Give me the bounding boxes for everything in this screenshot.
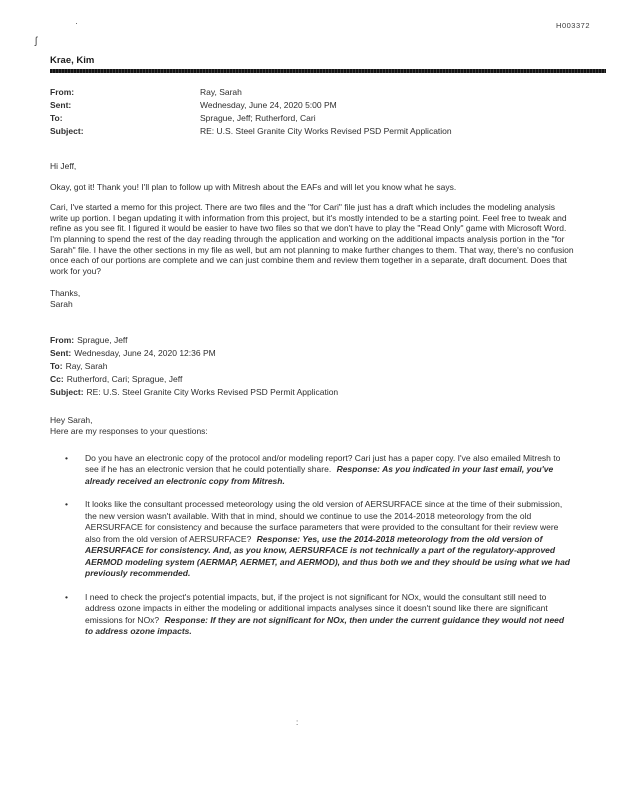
original-email-headers: [50, 334, 574, 399]
signature-name: Sarah: [50, 298, 73, 309]
orig-cc-label: Cc:: [50, 373, 64, 384]
scan-artifact-colon: :: [296, 718, 299, 727]
header-row-sent: [50, 99, 574, 112]
reply-paragraph-2: Cari, I've started a memo for this project. There are two files and the "for Cari" file just has a draft which includes the modeling analysis write up portion. I began updating it with information from this project, but it's mostly intended to be a starting point. Feel free to tweak and refine as you see fit. I figured it would be easier to have two files so that we don't have to play the "Read Only" game with Microsoft Word. I'm planning to spend the rest of the day reading through the application and working on the additional impacts analysis portion in the "for Sarah" file. I have the other sections in my file as well, but am not planning to make further changes to them. That way, there's no confusion once each of our portions are complete and we can just combine them and review them together in a separate, draft document. Does that work for you?: [50, 202, 574, 276]
email-printout-content: [50, 56, 574, 650]
sent-value: Wednesday, June 24, 2020 5:00 PM: [200, 100, 337, 110]
reply-email-headers: [50, 86, 574, 138]
question-text: I need to check the project's potential impacts, but, if the project is not significant for NOx, would the consultant still need to address ozone impacts in either the modeling or additional impacts analyses since it doesn't sound like there are significant emissions for NOx?: [85, 591, 548, 625]
qa-bullet-item: [50, 592, 574, 638]
header-row-from: [50, 86, 574, 99]
original-email-body: [50, 415, 574, 638]
subject-label: Subject:: [50, 126, 84, 136]
qa-bullet-item: [50, 499, 574, 580]
subject-value: RE: U.S. Steel Granite City Works Revised PSD Permit Application: [200, 126, 452, 136]
qa-bullet-item: [50, 453, 574, 488]
qa-bullet-list: [50, 453, 574, 638]
orig-header-cc: [50, 373, 574, 386]
bullet-icon: •: [65, 452, 68, 463]
orig-from-label: From:: [50, 334, 75, 345]
header-row-subject: [50, 125, 574, 138]
orig-intro-line: Here are my responses to your questions:: [50, 426, 208, 437]
sent-label: Sent:: [50, 100, 72, 110]
orig-header-subject: [50, 386, 574, 399]
orig-sent-label: Sent:: [50, 347, 72, 358]
reply-paragraph-1: Okay, got it! Thank you! I'll plan to follow up with Mitresh about the EAFs and will let you know what he says.: [50, 181, 457, 192]
orig-subject-value: RE: U.S. Steel Granite City Works Revised PSD Permit Application: [86, 386, 339, 397]
orig-to-label: To:: [50, 360, 63, 371]
mailbox-owner-name: Krae, Kim: [50, 55, 95, 66]
reply-closing: [50, 288, 574, 309]
header-row-to: [50, 112, 574, 125]
closing-word: Thanks,: [50, 288, 81, 299]
from-value: Ray, Sarah: [200, 87, 242, 97]
orig-header-from: [50, 334, 574, 347]
bates-number: H003372: [556, 21, 590, 30]
to-value: Sprague, Jeff; Rutherford, Cari: [200, 113, 316, 123]
to-label: To:: [50, 113, 63, 123]
orig-greeting: Hey Sarah,: [50, 414, 93, 425]
orig-header-sent: [50, 347, 574, 360]
reply-email-body: [50, 161, 574, 310]
bullet-icon: •: [65, 499, 68, 510]
orig-subject-label: Subject:: [50, 386, 84, 397]
from-label: From:: [50, 87, 75, 97]
orig-header-to: [50, 360, 574, 373]
scan-artifact-dot: ·: [75, 18, 78, 28]
orig-from-value: Sprague, Jeff: [77, 334, 128, 345]
question-text: It looks like the consultant processed meteorology using the old version of AERSURFACE since at the time of their submission, the new version wasn't available. With that in mind, should we continue to use the 2014-2018 meteorology from the old AERSURFACE for consistency and because the surface parameters that were provided to the consultant for their review were also from the old version of AERSURFACE?: [85, 499, 563, 544]
question-text: Do you have an electronic copy of the protocol and/or modeling report? Cari just has a paper copy. I've also emailed Mitresh to see if he has an electronic version that he could potentially share.: [85, 452, 561, 475]
bullet-icon: •: [65, 591, 68, 602]
response-text: Response: Yes, use the 2014-2018 meteorology from the old version of AERSURFACE for consistency. And, as you know, AERSURFACE is not technically a part of the regulatory-approved AERMOD modeling system (AERMAP, AERMET, and AERMOD), and thus both we and they should be using what we had previously recommended.: [85, 533, 571, 579]
scan-artifact-mark: ʃ: [35, 36, 38, 47]
response-text: Response: As you indicated in your last email, you've already received an electronic copy from Mitresh.: [85, 464, 554, 486]
reply-greeting: Hi Jeff,: [50, 161, 77, 171]
orig-sent-value: Wednesday, June 24, 2020 12:36 PM: [74, 347, 216, 358]
orig-to-value: Ray, Sarah: [65, 360, 108, 371]
orig-cc-value: Rutherford, Cari; Sprague, Jeff: [66, 373, 183, 384]
header-divider-rule: [50, 69, 606, 73]
response-text: Response: If they are not significant for NOx, then under the current guidance they would not need to address ozone impacts.: [85, 614, 565, 637]
